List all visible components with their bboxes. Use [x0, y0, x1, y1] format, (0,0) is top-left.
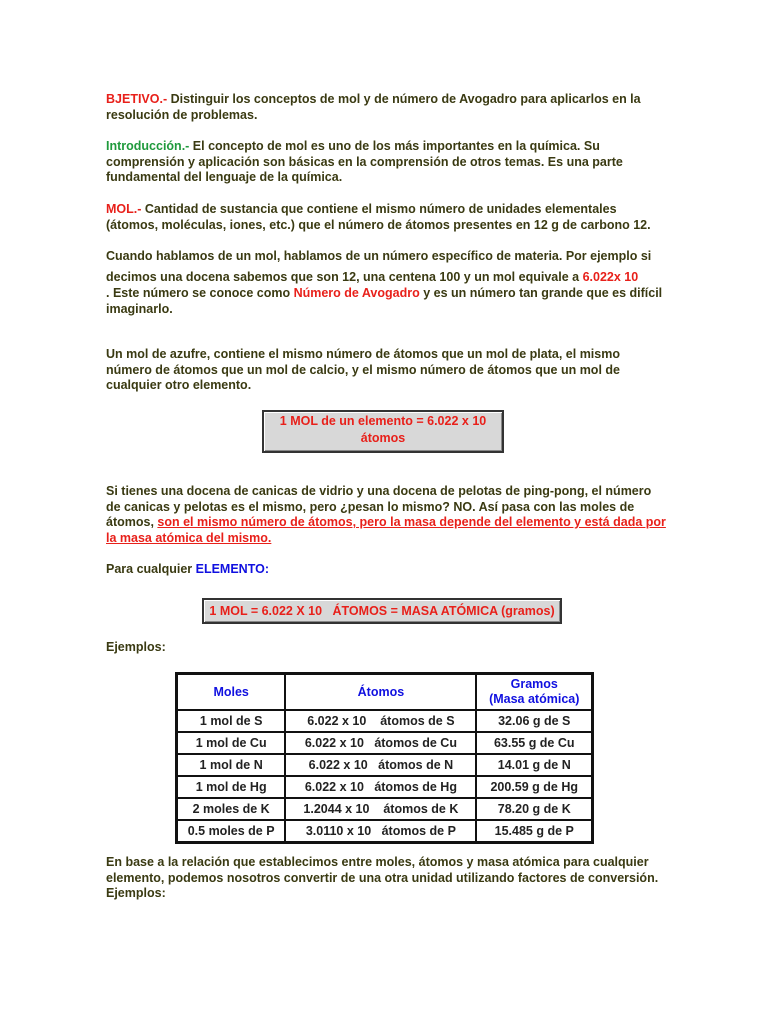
elemento-term: ELEMENTO: — [195, 562, 270, 576]
cell-gramos: 15.485 g de P — [476, 820, 592, 842]
table-row — [177, 732, 592, 754]
para-cualquier — [106, 562, 666, 578]
mol-elemento-box-line1: 1 MOL de un elemento = 6.022 x 10 — [279, 414, 487, 428]
cell-moles: 2 moles de K — [177, 798, 285, 820]
cell-atomos: 3.0110 x 10 átomos de P — [285, 820, 476, 842]
moles-table — [175, 672, 594, 844]
numero-avogadro-term: Número de Avogadro — [293, 286, 420, 300]
table-row — [177, 776, 592, 798]
ejemplos-label: Ejemplos: — [106, 640, 166, 654]
hablamos-line2 — [106, 270, 666, 286]
cell-atomos: 1.2044 x 10 átomos de K — [285, 798, 476, 820]
cell-moles: 1 mol de N — [177, 754, 285, 776]
hablamos-line3 — [106, 286, 666, 317]
introduccion-text: El concepto de mol es uno de los más importantes en la química. Su comprensión y aplicación son básicas en la comprensión de otros temas. Es una parte fundamental del lenguaje de la química. — [106, 139, 623, 184]
objetivo-text: Distinguir los conceptos de mol y de número de Avogadro para aplicarlos en la resolución de problemas. — [106, 92, 641, 122]
canicas-highlight: son el mismo número de átomos, pero la masa depende del elemento y está dada por la masa atómica del mismo. — [106, 515, 666, 545]
cell-atomos: 6.022 x 10 átomos de S — [285, 710, 476, 732]
header-atomos: Átomos — [285, 674, 476, 710]
mol-elemento-box-line2: átomos — [360, 431, 406, 445]
mol-masa-box — [202, 598, 562, 624]
cell-gramos: 14.01 g de N — [476, 754, 592, 776]
cell-gramos: 78.20 g de K — [476, 798, 592, 820]
table-row — [177, 710, 592, 732]
mol-definition-paragraph — [106, 202, 666, 233]
cell-moles: 1 mol de Cu — [177, 732, 285, 754]
avogadro-value: 6.022x 10 — [582, 270, 639, 284]
final-paragraph: En base a la relación que establecimos entre moles, átomos y masa atómica para cualquier elemento, podemos nosotros convertir de una otra unidad utilizando factores de conversión. Ejemplos: — [106, 855, 659, 900]
cell-atomos: 6.022 x 10 átomos de Cu — [285, 732, 476, 754]
canicas-paragraph — [106, 484, 666, 546]
cell-atomos: 6.022 x 10 átomos de Hg — [285, 776, 476, 798]
cell-moles: 1 mol de Hg — [177, 776, 285, 798]
canicas-text: Si tienes una docena de canicas de vidrio y una docena de pelotas de ping-pong, el número de canicas y pelotas es el mismo, pero ¿pesan lo mismo? NO. Así pasa con las moles de átomos, — [106, 484, 652, 529]
table-row — [177, 820, 592, 842]
table-header-row — [177, 674, 592, 710]
mol-definition-text: Cantidad de sustancia que contiene el mismo número de unidades elementales (átomos, moléculas, iones, etc.) que el número de átomos presentes en 12 g de carbono 12. — [106, 202, 651, 232]
objetivo-paragraph — [106, 92, 666, 123]
header-gramos-line1: Gramos — [510, 677, 558, 691]
table-row — [177, 798, 592, 820]
header-moles: Moles — [177, 674, 285, 710]
mol-label: MOL.- — [106, 202, 142, 216]
mol-masa-box-text: 1 MOL = 6.022 X 10 ÁTOMOS = MASA ATÓMICA (gramos) — [209, 604, 555, 618]
introduccion-label: Introducción.- — [106, 139, 190, 153]
introduccion-paragraph — [106, 139, 666, 186]
mol-elemento-box — [262, 410, 504, 453]
hablamos-line1: Cuando hablamos de un mol, hablamos de un número específico de materia. Por ejemplo si — [106, 249, 652, 263]
header-gramos-line2: (Masa atómica) — [489, 692, 580, 706]
header-gramos — [476, 674, 592, 710]
cell-atomos: 6.022 x 10 átomos de N — [285, 754, 476, 776]
cell-gramos: 200.59 g de Hg — [476, 776, 592, 798]
para-cualquier-text: Para cualquier — [106, 562, 196, 576]
azufre-paragraph: Un mol de azufre, contiene el mismo número de átomos que un mol de plata, el mismo número de átomos que un mol de calcio, y el mismo número de átomos que un mol de cualquier otro elemento. — [106, 347, 620, 392]
hablamos-line2-text: decimos una docena sabemos que son 12, una centena 100 y un mol equivale a — [106, 270, 583, 284]
hablamos-line3-pre: . Este número se conoce como — [106, 286, 294, 300]
cell-gramos: 32.06 g de S — [476, 710, 592, 732]
cell-gramos: 63.55 g de Cu — [476, 732, 592, 754]
table-row — [177, 754, 592, 776]
hablamos-line3-post: y es un número tan grande que es difícil imaginarlo. — [106, 286, 663, 316]
cell-moles: 1 mol de S — [177, 710, 285, 732]
cell-moles: 0.5 moles de P — [177, 820, 285, 842]
objetivo-label: BJETIVO.- — [106, 92, 168, 106]
